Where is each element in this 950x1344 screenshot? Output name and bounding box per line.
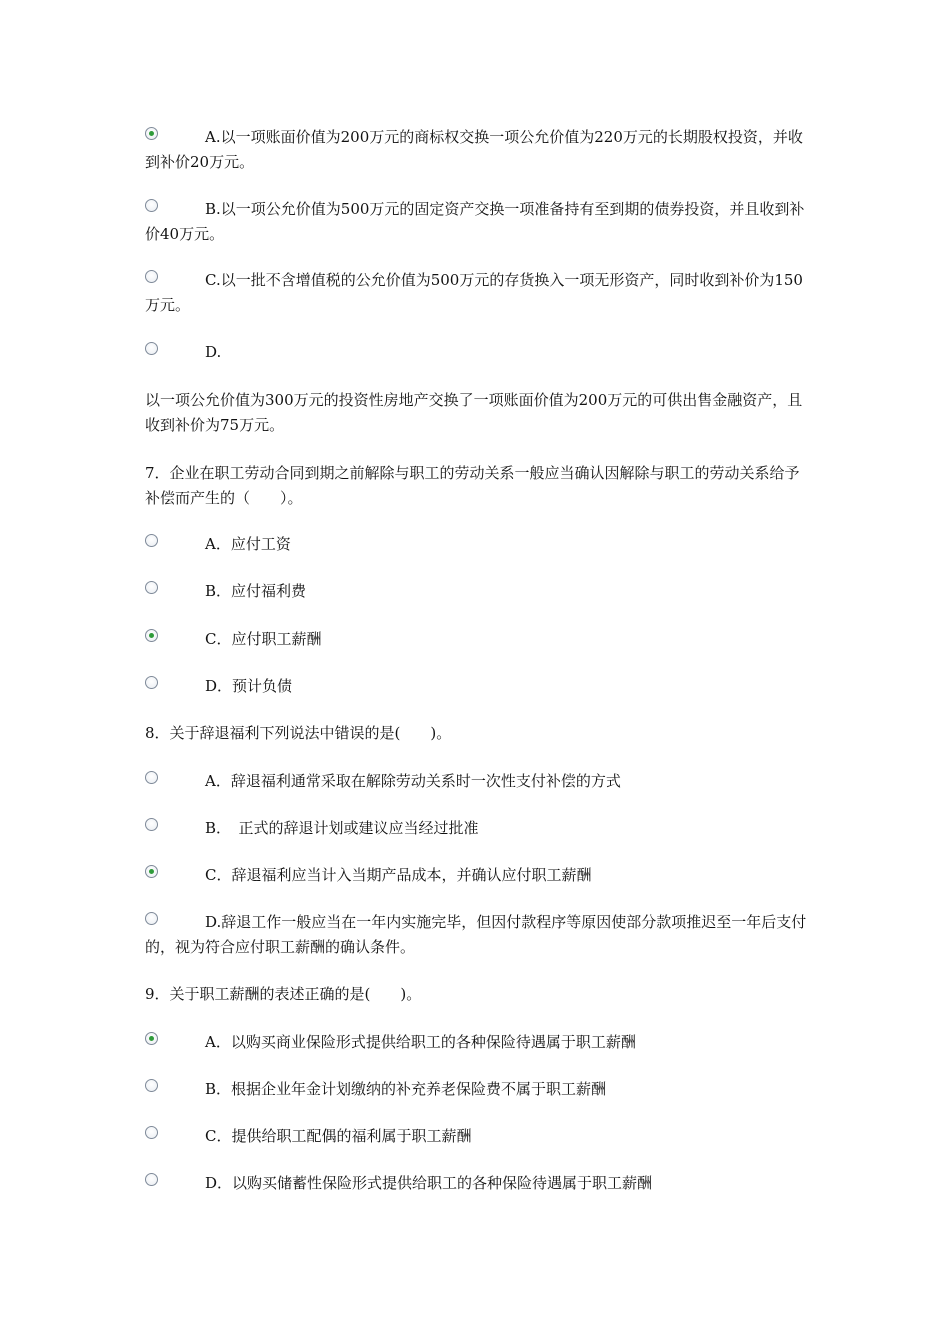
q8-option-a[interactable] <box>145 769 810 794</box>
radio-q6-c[interactable] <box>145 270 158 283</box>
question-8-text: 8．关于辞退福利下列说法中错误的是( )。 <box>145 724 452 742</box>
option-text: B．应付福利费 <box>205 582 307 600</box>
question-9-text: 9．关于职工薪酬的表述正确的是( )。 <box>145 985 422 1003</box>
option-text: A．应付工资 <box>205 535 291 553</box>
option-text: B． 正式的辞退计划或建议应当经过批准 <box>205 819 479 837</box>
q8-option-c[interactable] <box>145 863 810 888</box>
radio-q8-a[interactable] <box>145 771 158 784</box>
option-text: D. <box>205 343 222 361</box>
q7-option-c[interactable] <box>145 627 810 652</box>
radio-q9-d[interactable] <box>145 1173 158 1186</box>
option-text: D.辞退工作一般应当在一年内实施完毕，但因付款程序等原因使部分款项推迟至一年后支付的，视为符合应付职工薪酬的确认条件。 <box>145 913 807 956</box>
radio-q8-b[interactable] <box>145 818 158 831</box>
option-text: A.以一项账面价值为200万元的商标权交换一项公允价值为220万元的长期股权投资，并收到补价20万元。 <box>145 128 803 171</box>
q6-option-b[interactable] <box>145 197 810 247</box>
q6-option-a[interactable] <box>145 125 810 175</box>
radio-q9-c[interactable] <box>145 1126 158 1139</box>
q9-option-c[interactable] <box>145 1124 810 1149</box>
q9-option-d[interactable] <box>145 1171 810 1196</box>
radio-q7-d[interactable] <box>145 676 158 689</box>
radio-q8-d[interactable] <box>145 912 158 925</box>
radio-q6-d[interactable] <box>145 342 158 355</box>
q9-option-a[interactable] <box>145 1030 810 1055</box>
option-text: A．辞退福利通常采取在解除劳动关系时一次性支付补偿的方式 <box>205 772 621 790</box>
q8-option-b[interactable] <box>145 816 810 841</box>
radio-q6-b[interactable] <box>145 199 158 212</box>
radio-q8-c[interactable] <box>145 865 158 878</box>
option-text: C．提供给职工配偶的福利属于职工薪酬 <box>205 1127 472 1145</box>
q7-option-b[interactable] <box>145 579 810 604</box>
radio-q9-b[interactable] <box>145 1079 158 1092</box>
option-text: B．根据企业年金计划缴纳的补充养老保险费不属于职工薪酬 <box>205 1080 607 1098</box>
option-text: C.以一批不含增值税的公允价值为500万元的存货换入一项无形资产，同时收到补价为150万元。 <box>145 271 803 314</box>
radio-q7-b[interactable] <box>145 581 158 594</box>
option-text: D．以购买储蓄性保险形式提供给职工的各种保险待遇属于职工薪酬 <box>205 1174 653 1192</box>
q9-option-b[interactable] <box>145 1077 810 1102</box>
q8-option-d[interactable] <box>145 910 810 960</box>
radio-q6-a[interactable] <box>145 127 158 140</box>
q7-option-d[interactable] <box>145 674 810 699</box>
question-7-text: 7．企业在职工劳动合同到期之前解除与职工的劳动关系一般应当确认因解除与职工的劳动关系给予补偿而产生的（ ）。 <box>145 464 800 507</box>
option-text: C．应付职工薪酬 <box>205 630 322 648</box>
q6-option-d-detail: 以一项公允价值为300万元的投资性房地产交换了一项账面价值为200万元的可供出售金融资产，且收到补价为75万元。 <box>145 391 803 434</box>
q6-option-d[interactable] <box>145 340 810 365</box>
option-text: B.以一项公允价值为500万元的固定资产交换一项准备持有至到期的债券投资，并且收到补价40万元。 <box>145 200 805 243</box>
radio-q7-c[interactable] <box>145 629 158 642</box>
radio-q9-a[interactable] <box>145 1032 158 1045</box>
radio-q7-a[interactable] <box>145 534 158 547</box>
q7-option-a[interactable] <box>145 532 810 557</box>
option-text: D．预计负债 <box>205 677 293 695</box>
option-text: A．以购买商业保险形式提供给职工的各种保险待遇属于职工薪酬 <box>205 1033 636 1051</box>
q6-option-c[interactable] <box>145 268 810 318</box>
option-text: C．辞退福利应当计入当期产品成本，并确认应付职工薪酬 <box>205 866 592 884</box>
